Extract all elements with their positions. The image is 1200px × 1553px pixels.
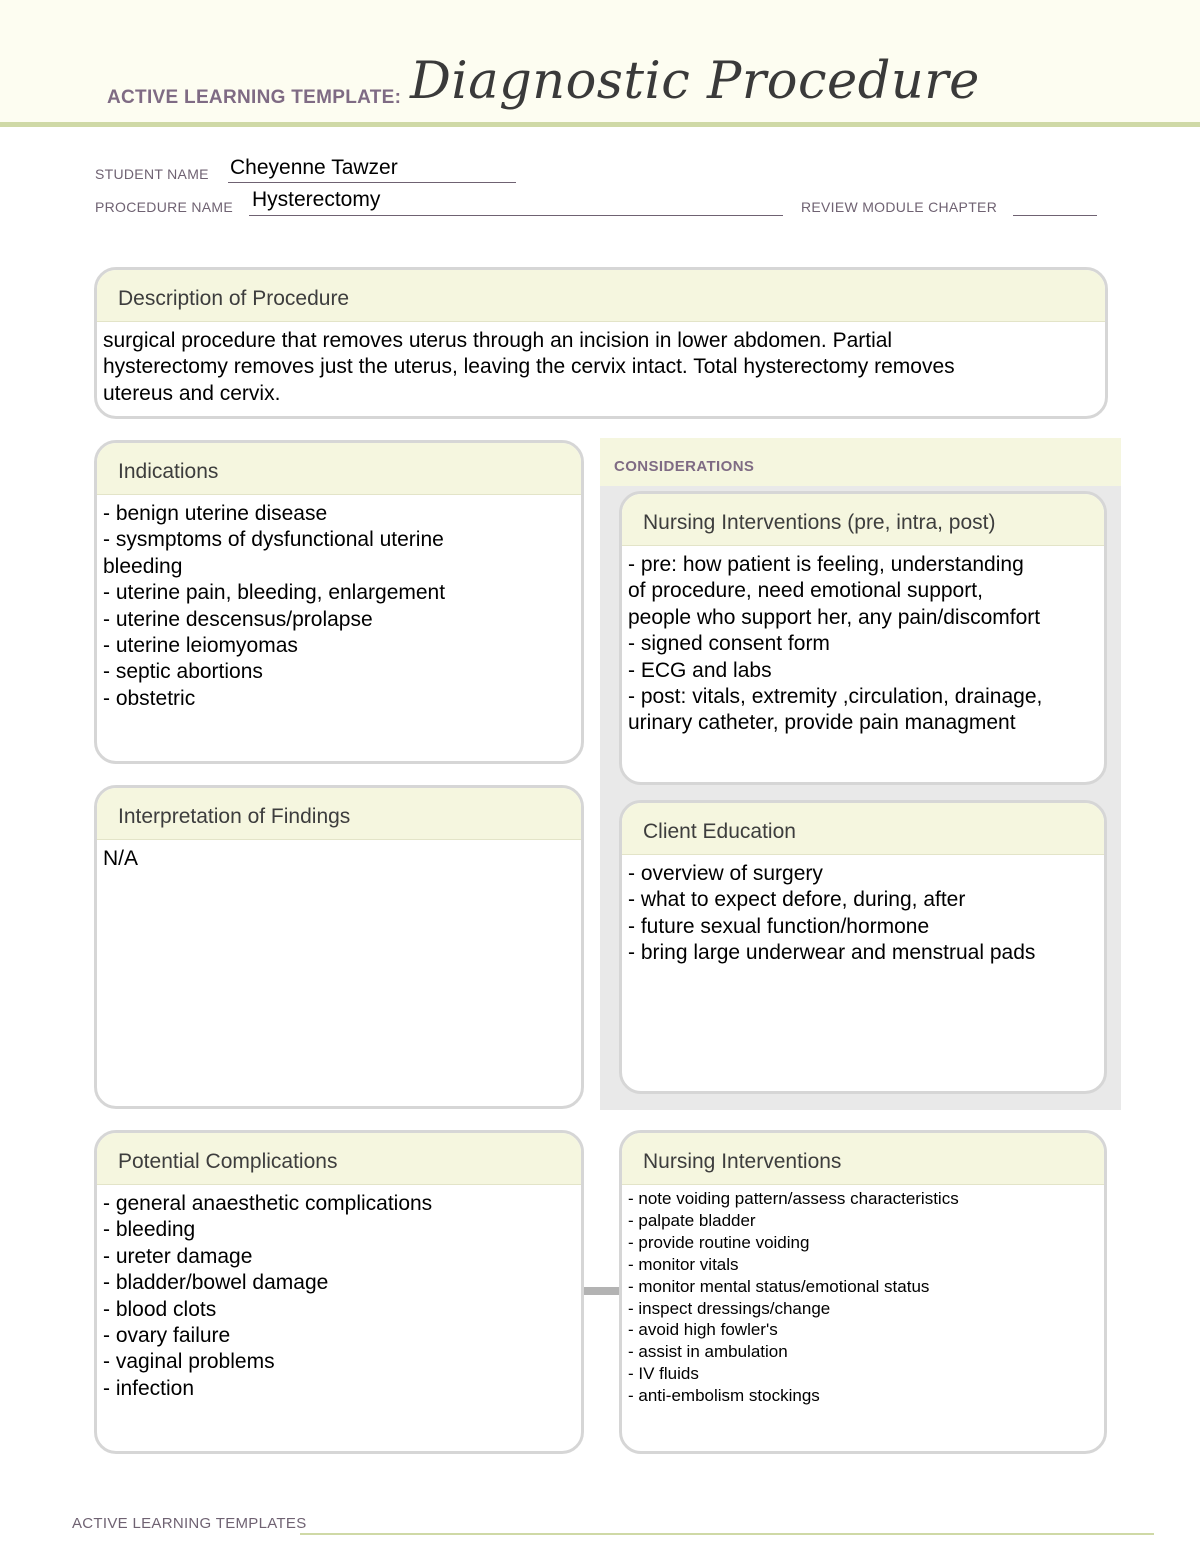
interpretation-title: Interpretation of Findings xyxy=(97,788,581,840)
list-item: - signed consent form xyxy=(628,632,830,656)
list-item: - blood clots xyxy=(103,1297,217,1321)
list-item: - IV fluids xyxy=(628,1364,699,1384)
list-item: - palpate bladder xyxy=(628,1210,756,1230)
list-item: bleeding xyxy=(103,554,183,578)
procedure-name-field[interactable]: Hysterectomy xyxy=(252,188,381,211)
description-title: Description of Procedure xyxy=(97,270,1105,322)
client-education-card xyxy=(619,800,1107,1094)
nursing-interventions-card xyxy=(619,1130,1107,1454)
list-item: - benign uterine disease xyxy=(103,502,328,525)
list-item: - inspect dressings/change xyxy=(628,1298,831,1318)
list-item: - septic abortions xyxy=(103,660,263,684)
review-module-label: REVIEW MODULE CHAPTER xyxy=(801,199,998,215)
procedure-name-label: PROCEDURE NAME xyxy=(95,199,233,215)
list-item: of procedure, need emotional support, xyxy=(628,579,983,603)
indications-card xyxy=(94,440,584,764)
procedure-name-line xyxy=(249,215,783,216)
complications-card xyxy=(94,1130,584,1454)
nursing-interventions-title: Nursing Interventions xyxy=(622,1133,1104,1185)
list-item: - general anaesthetic complications xyxy=(103,1192,433,1215)
card-connector xyxy=(583,1287,621,1295)
list-item: - infection xyxy=(103,1376,195,1400)
list-item: - uterine leiomyomas xyxy=(103,634,298,658)
nursing-pip-card xyxy=(619,491,1107,785)
list-item: - post: vitals, extremity ,circulation, drainage, xyxy=(628,685,1043,709)
list-item: - obstetric xyxy=(103,686,196,710)
list-item: - avoid high fowler's xyxy=(628,1320,778,1340)
student-name-line xyxy=(228,182,516,183)
text-line: surgical procedure that removes uterus through an incision in lower abdomen. Partial xyxy=(103,329,893,352)
description-card xyxy=(94,267,1108,419)
complications-body[interactable] xyxy=(97,1185,581,1402)
list-item: urinary catheter, provide pain managment xyxy=(628,711,1016,735)
template-label: ACTIVE LEARNING TEMPLATE: xyxy=(107,87,402,108)
text-line: utereus and cervix. xyxy=(103,381,281,405)
footer-rule xyxy=(300,1533,1154,1535)
student-name-label: STUDENT NAME xyxy=(95,166,209,182)
nursing-interventions-body[interactable] xyxy=(622,1185,1104,1407)
list-item: - future sexual function/hormone xyxy=(628,914,930,938)
list-item: - bring large underwear and menstrual pads xyxy=(628,941,1036,965)
list-item: - what to expect defore, during, after xyxy=(628,888,966,912)
header-rule xyxy=(0,122,1200,127)
nursing-pip-body[interactable] xyxy=(622,546,1104,737)
description-body[interactable] xyxy=(97,322,1105,407)
list-item: - bleeding xyxy=(103,1218,196,1242)
client-education-body[interactable] xyxy=(622,855,1104,967)
list-item: - ECG and labs xyxy=(628,658,772,682)
interpretation-body[interactable] xyxy=(97,840,581,872)
indications-body[interactable] xyxy=(97,495,581,712)
list-item: - monitor mental status/emotional status xyxy=(628,1276,930,1296)
list-item: - vaginal problems xyxy=(103,1350,275,1374)
review-module-line xyxy=(1013,215,1097,216)
client-education-title: Client Education xyxy=(622,803,1104,855)
list-item: - assist in ambulation xyxy=(628,1342,788,1362)
list-item: - sysmptoms of dysfunctional uterine xyxy=(103,528,444,552)
text-line: hysterectomy removes just the uterus, leaving the cervix intact. Total hysterectomy removes xyxy=(103,355,955,379)
complications-title: Potential Complications xyxy=(97,1133,581,1185)
nursing-pip-title: Nursing Interventions (pre, intra, post) xyxy=(622,494,1104,546)
list-item: - overview of surgery xyxy=(628,862,823,885)
list-item: - pre: how patient is feeling, understanding xyxy=(628,553,1024,576)
list-item: - uterine pain, bleeding, enlargement xyxy=(103,581,446,605)
footer-label: ACTIVE LEARNING TEMPLATES xyxy=(72,1515,307,1532)
student-name-field[interactable]: Cheyenne Tawzer xyxy=(230,156,398,179)
list-item: N/A xyxy=(103,847,139,870)
interpretation-card xyxy=(94,785,584,1109)
list-item: - monitor vitals xyxy=(628,1254,739,1274)
list-item: - note voiding pattern/assess characteristics xyxy=(628,1189,959,1208)
list-item: - uterine descensus/prolapse xyxy=(103,607,373,631)
list-item: people who support her, any pain/discomfort xyxy=(628,605,1041,629)
list-item: - anti-embolism stockings xyxy=(628,1386,820,1406)
list-item: - ovary failure xyxy=(103,1324,231,1348)
list-item: - ureter damage xyxy=(103,1244,253,1268)
template-title: Diagnostic Procedure xyxy=(410,52,980,111)
considerations-label: CONSIDERATIONS xyxy=(614,458,755,475)
list-item: - provide routine voiding xyxy=(628,1232,810,1252)
indications-title: Indications xyxy=(97,443,581,495)
list-item: - bladder/bowel damage xyxy=(103,1271,329,1295)
